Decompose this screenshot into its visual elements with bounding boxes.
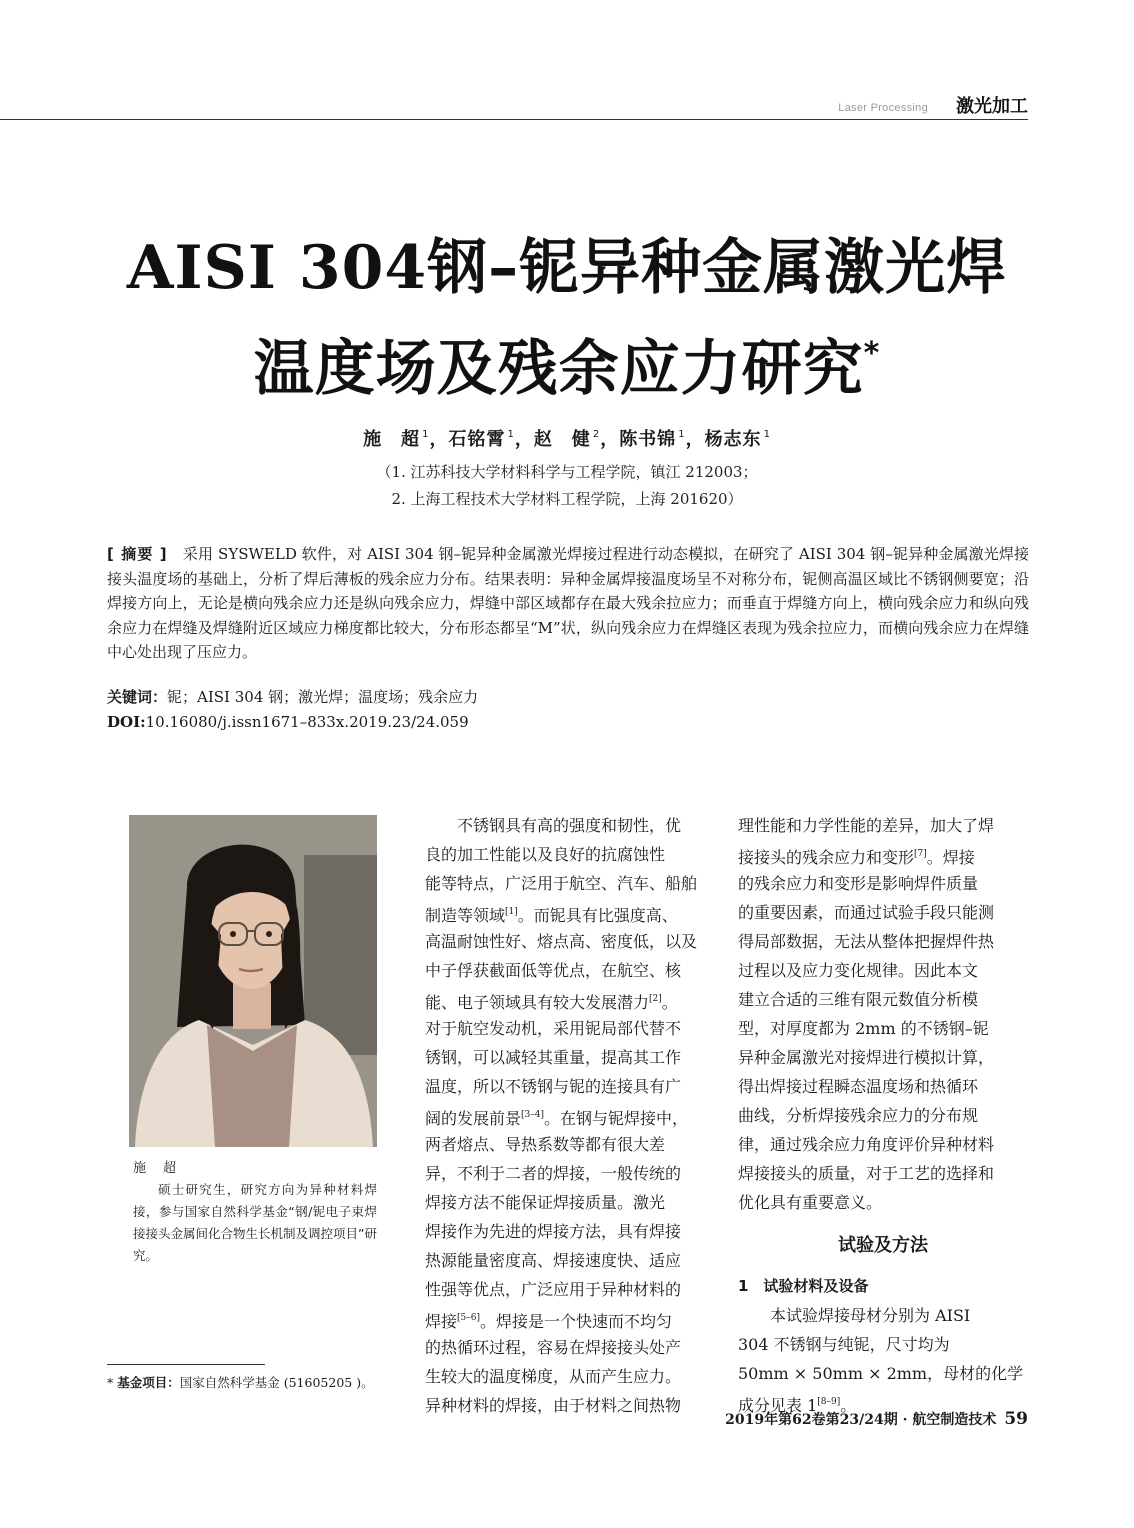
- column-2-materials: [738, 1301, 1028, 1417]
- footnote-marker: *: [107, 1375, 118, 1390]
- column-2-line: [738, 1130, 1028, 1159]
- footnote-text: 国家自然科学基金 (51605205 )。: [179, 1375, 374, 1390]
- citation-marker: [3–4]: [521, 1110, 544, 1120]
- column-1-line: [425, 869, 715, 898]
- body-text: 。: [661, 993, 678, 1012]
- doi-text: 10.16080/j.issn1671–833x.2019.23/24.059: [145, 713, 469, 731]
- column-1-line: [425, 1043, 715, 1072]
- author-name: 赵 健: [533, 429, 591, 450]
- page-footer: [725, 1409, 1028, 1429]
- body-text: 能等特点，广泛用于航空、汽车、船舶: [425, 874, 698, 893]
- column-2-line: [738, 1159, 1028, 1188]
- body-text: 曲线，分析焊接残余应力的分布规: [738, 1106, 979, 1125]
- body-text: 得局部数据，无法从整体把握焊件热: [738, 932, 995, 951]
- body-text: 型，对厚度都为 2mm 的不锈钢–铌: [738, 1019, 989, 1038]
- column-2-line: [738, 1188, 1028, 1217]
- body-text: 温度，所以不锈钢与铌的连接具有广: [425, 1077, 682, 1096]
- column-2-line: [738, 985, 1028, 1014]
- body-text: 理性能和力学性能的差异，加大了焊: [738, 816, 995, 835]
- title-line-1: [0, 225, 1134, 311]
- author-list: [0, 425, 1134, 451]
- body-text: 热源能量密度高、焊接速度快、适应: [425, 1251, 682, 1270]
- column-1-line: [425, 1333, 715, 1362]
- footnote-label: 基金项目：: [117, 1375, 180, 1390]
- body-text: 异种材料的焊接，由于材料之间热物: [425, 1396, 682, 1415]
- column-1-line: [425, 1130, 715, 1159]
- funding-footnote: [107, 1373, 374, 1391]
- title-cjk-part: 钢–铌异种金属激光焊: [427, 233, 1008, 303]
- column-1-line: [425, 1072, 715, 1101]
- body-text: 50mm × 50mm × 2mm，母材的化学: [738, 1364, 1024, 1383]
- subsection-heading: 1 试验材料及设备: [738, 1277, 869, 1295]
- author-separator: ，: [685, 429, 705, 450]
- body-text: 优化具有重要意义。: [738, 1193, 883, 1212]
- doi: [107, 713, 469, 731]
- footnote-rule: [107, 1364, 265, 1365]
- author-affiliation-marker: 1: [763, 429, 771, 440]
- affiliation-1: （1. 江苏科技大学材料科学与工程学院，镇江 212003；: [376, 463, 758, 481]
- body-text: 焊接作为先进的焊接方法，具有焊接: [425, 1222, 682, 1241]
- body-text: 的重要因素，而通过试验手段只能测: [738, 903, 995, 922]
- header-rule: [0, 119, 1028, 120]
- doi-label: DOI:: [107, 713, 146, 731]
- body-text: 焊接方法不能保证焊接质量。激光: [425, 1193, 666, 1212]
- keywords-text: 铌；AISI 304 钢；激光焊；温度场；残余应力: [167, 688, 479, 706]
- abstract: [107, 542, 1029, 665]
- column-2-line: [738, 1072, 1028, 1101]
- body-column-1: [425, 811, 715, 1420]
- body-text: 。而铌具有比强度高、: [517, 906, 678, 925]
- citation-marker: [1]: [505, 907, 518, 917]
- column-1-line: [425, 1188, 715, 1217]
- author-separator: ，: [429, 429, 449, 450]
- body-text: 锈钢，可以减轻其重量，提高其工作: [425, 1048, 682, 1067]
- citation-marker: [8–9]: [817, 1397, 841, 1407]
- column-1-line: [425, 985, 715, 1014]
- author-photo: [129, 815, 377, 1147]
- author-name: 石铭霄: [448, 429, 506, 450]
- author-separator: ，: [514, 429, 534, 450]
- keywords-label: 关键词：: [107, 688, 168, 706]
- body-text: 能、电子领域具有较大发展潜力: [425, 993, 650, 1012]
- column-1-line: [425, 811, 715, 840]
- abstract-text: 采用 SYSWELD 软件，对 AISI 304 钢–铌异种金属激光焊接过程进行动态模拟，在研究了 AISI 304 钢–铌异种金属激光焊接接头温度场的基础上，分析了焊后薄板的残余应力分布。结果表明：异种金属焊接温度场呈不对称分布，铌侧高温区域比不锈钢侧要宽；沿焊接方向上，无论是横向残余应力还是纵向残余应力，焊缝中部区域都存在最大残余拉应力；而垂直于焊缝方向上，横向残余应力和纵向残余应力在焊缝及焊缝附近区域应力梯度都比较大，分布形态都呈“M”状，纵向残余应力在焊缝区表现为残余拉应力，而横向残余应力在焊缝中心处出现了压应力。: [107, 545, 1029, 661]
- body-text: 的热循环过程，容易在焊接接头处产: [425, 1338, 682, 1357]
- body-text: 接接头的残余应力和变形: [738, 848, 915, 867]
- column-1-line: [425, 956, 715, 985]
- column-2-intro: [738, 811, 1028, 1217]
- body-text: 良的加工性能以及良好的抗腐蚀性: [425, 845, 666, 864]
- column-2-line: [738, 1330, 1028, 1359]
- author-affiliation-marker: 1: [422, 429, 430, 440]
- body-text: 律，通过残余应力角度评价异种材料: [738, 1135, 995, 1154]
- journal-issue: 2019年第62卷第23/24期 · 航空制造技术: [725, 1412, 997, 1428]
- column-1-line: [425, 1246, 715, 1275]
- author-affiliation-marker: 2: [592, 429, 601, 440]
- body-text: 成分见表 1: [738, 1396, 818, 1415]
- body-text: 阔的发展前景: [425, 1109, 522, 1128]
- keywords: [107, 686, 478, 707]
- citation-marker: [2]: [649, 994, 662, 1004]
- body-text: 两者熔点、导热系数等都有很大差: [425, 1135, 666, 1154]
- body-text: 对于航空发动机，采用铌局部代替不: [425, 1019, 682, 1038]
- column-1-line: [425, 927, 715, 956]
- author-name: 施 超: [363, 429, 421, 450]
- body-text: 的残余应力和变形是影响焊件质量: [738, 874, 979, 893]
- column-1-line: [425, 1304, 715, 1333]
- page-number: 59: [1004, 1409, 1028, 1429]
- bio-text: 硕士研究生，研究方向为异种材料焊接，参与国家自然科学基金“钢/铌电子束焊接接头金属间化合物生长机制及调控项目”研究。: [133, 1182, 377, 1263]
- body-text: 异，不利于二者的焊接，一般传统的: [425, 1164, 682, 1183]
- column-1-line: [425, 898, 715, 927]
- column-1-line: [425, 1217, 715, 1246]
- author-affiliation-marker: 1: [678, 429, 686, 440]
- body-text: 。焊接: [926, 848, 975, 867]
- citation-marker: [5–6]: [457, 1313, 480, 1323]
- body-text: 高温耐蚀性好、熔点高、密度低，以及: [425, 932, 698, 951]
- column-2-line: [738, 1101, 1028, 1130]
- title-footnote-marker: *: [863, 336, 881, 371]
- column-1-line: [425, 1391, 715, 1420]
- column-2-line: [738, 1359, 1028, 1388]
- section-heading: 试验及方法: [838, 1235, 928, 1256]
- body-text: 304 不锈钢与纯铌，尺寸均为: [738, 1335, 950, 1354]
- column-2-line: [738, 869, 1028, 898]
- body-text: 。焊接是一个快速而不均匀: [480, 1312, 673, 1331]
- body-text: 性强等优点，广泛应用于异种材料的: [425, 1280, 682, 1299]
- column-1-line: [425, 1362, 715, 1391]
- body-text: 焊接: [425, 1312, 458, 1331]
- column-2-line: [738, 840, 1028, 869]
- title-latin-part: AISI 304: [126, 233, 428, 303]
- column-1-line: [425, 1014, 715, 1043]
- body-text: 过程以及应力变化规律。因此本文: [738, 961, 979, 980]
- citation-marker: [7]: [914, 849, 927, 859]
- column-1-line: [425, 1275, 715, 1304]
- body-column-2: [738, 811, 1028, 1417]
- body-text: 生较大的温度梯度，从而产生应力。: [425, 1367, 682, 1386]
- body-text: 不锈钢具有高的强度和韧性，优: [457, 816, 682, 835]
- body-text: 。: [840, 1396, 857, 1415]
- column-1-line: [425, 1159, 715, 1188]
- column-2-line: [738, 956, 1028, 985]
- running-header-english: Laser Processing: [838, 102, 928, 114]
- bio-name: 施 超: [133, 1161, 179, 1176]
- body-text: 。在钢与铌焊接中，: [544, 1109, 689, 1128]
- article-title: [0, 225, 1134, 412]
- running-header-chinese: 激光加工: [956, 96, 1028, 117]
- author-name: 杨志东: [704, 429, 762, 450]
- author-separator: ，: [600, 429, 620, 450]
- author-affiliation-marker: 1: [507, 429, 515, 440]
- author-name: 陈书锦: [619, 429, 677, 450]
- column-1-line: [425, 1101, 715, 1130]
- column-1-line: [425, 840, 715, 869]
- body-text: 异种金属激光对接焊进行模拟计算，: [738, 1048, 995, 1067]
- title-line-2: [0, 311, 1134, 412]
- body-text: 本试验焊接母材分别为 AISI: [770, 1306, 971, 1325]
- affiliation-2: 2. 上海工程技术大学材料工程学院，上海 201620）: [391, 490, 743, 508]
- column-2-line: [738, 1014, 1028, 1043]
- running-header: [0, 92, 1028, 122]
- body-text: 焊接接头的质量，对于工艺的选择和: [738, 1164, 995, 1183]
- title-line-2-text: 温度场及残余应力研究: [253, 334, 864, 404]
- body-text: 制造等领域: [425, 906, 506, 925]
- abstract-label: [ 摘要 ]: [107, 545, 168, 563]
- body-text: 得出焊接过程瞬态温度场和热循环: [738, 1077, 979, 1096]
- column-2-line: [738, 1301, 1028, 1330]
- column-2-line: [738, 811, 1028, 840]
- column-2-line: [738, 898, 1028, 927]
- column-2-line: [738, 1043, 1028, 1072]
- body-text: 中子俘获截面低等优点，在航空、核: [425, 961, 682, 980]
- column-2-line: [738, 927, 1028, 956]
- body-text: 建立合适的三维有限元数值分析模: [738, 990, 979, 1009]
